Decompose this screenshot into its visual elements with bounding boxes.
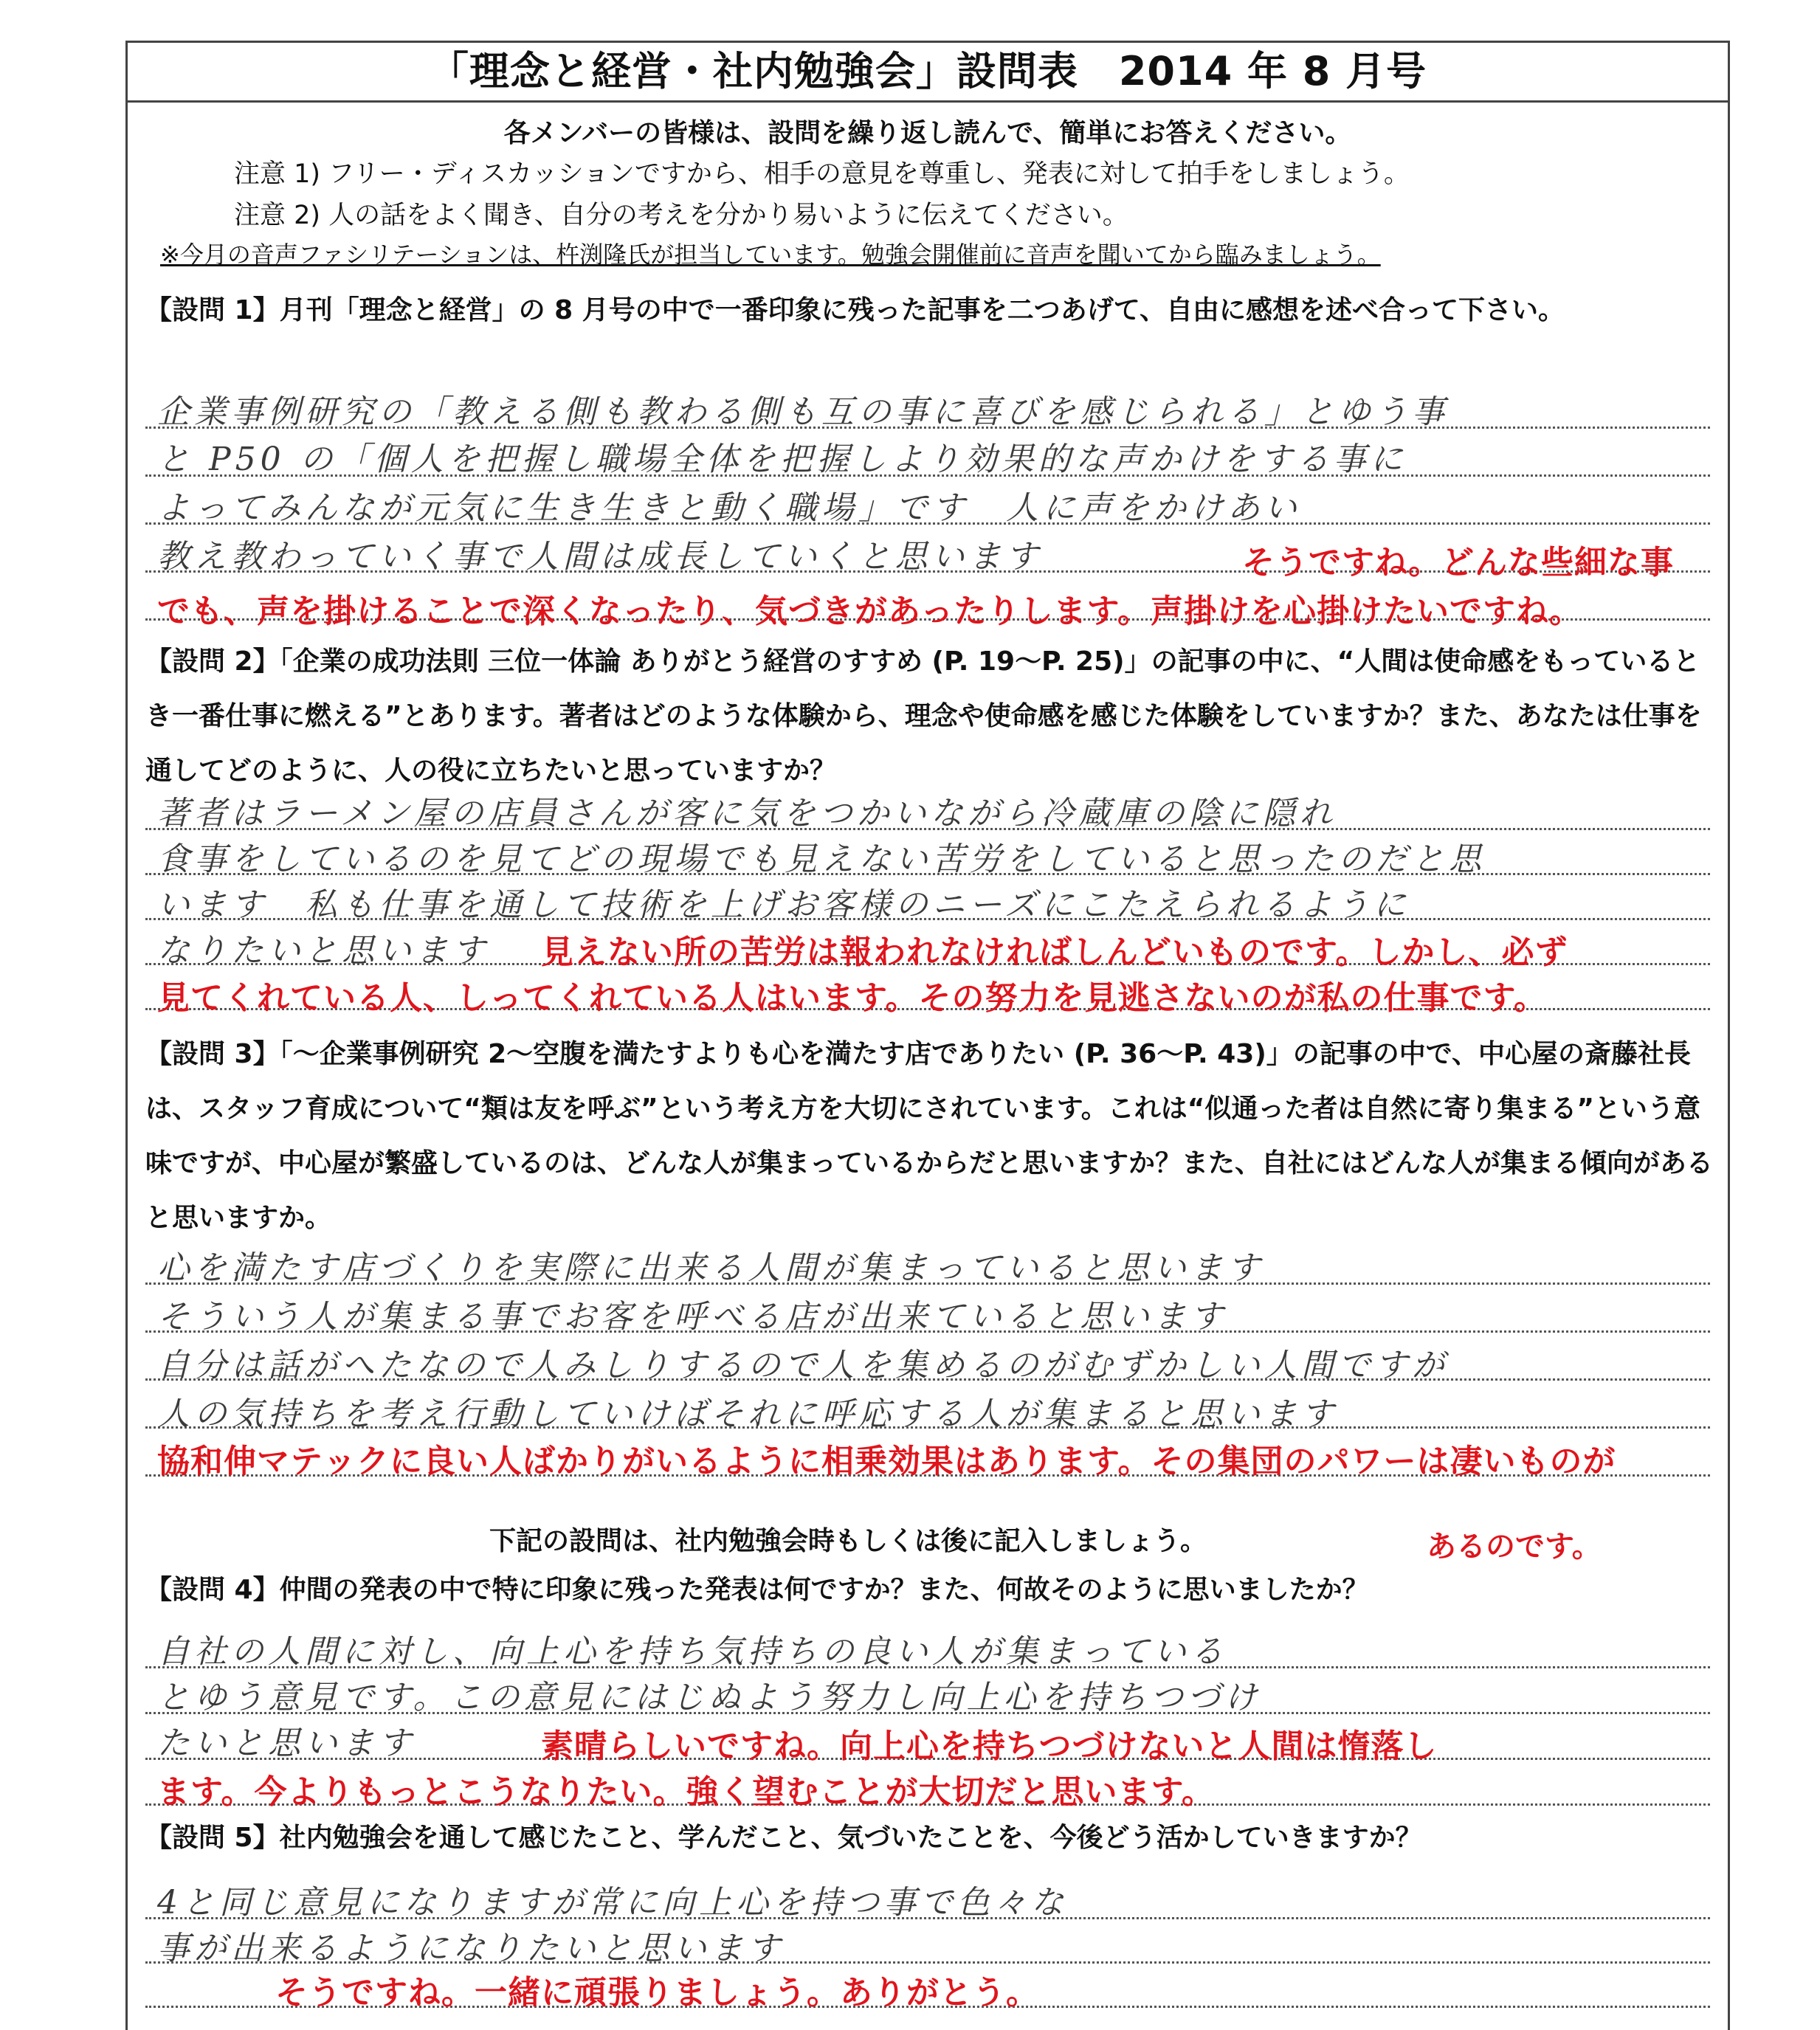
answer-3-line-1: 心を満たす店づくりを実際に出来る人間が集まっていると思います bbox=[157, 1249, 1264, 1287]
answer-4-line-1: 自社の人間に対し、向上心を持ち気持ちの良い人が集まっている bbox=[157, 1633, 1227, 1671]
comment-1-line-1: そうですね。どんな些細な事 bbox=[1242, 544, 1674, 581]
question-3: 【設問 3】「〜企業事例研究 2〜空腹を満たすよりも心を満たす店でありたい (P. 36〜P. 43)」の記事の中で、中心屋の斎藤社長は、スタッフ育成について“類は友を呼ぶ”という考え方を大切にされています。これは“似通った者は自然に寄り集まる”という意味ですが、中心屋が繁盛しているのは、どんな人が集まっているからだと思いますか？また、自社にはどんな人が集まる傾向があると思いますか。 bbox=[145, 1039, 1714, 1233]
comment-4-line-2: ます。今よりもっとこうなりたい。強く望むことが大切だと思います。 bbox=[157, 1773, 1215, 1811]
mid-instruction: 下記の設問は、社内勉強会時もしくは後に記入しましょう。 bbox=[489, 1526, 1207, 1556]
answer-5-line-1: 4と同じ意見になりますが常に向上心を持つ事で色々な bbox=[157, 1884, 1068, 1922]
answer-3-line-3: 自分は話がへたなので人みしりするので人を集めるのがむずかしい人間ですが bbox=[157, 1347, 1449, 1384]
intro-note-3: ※今月の音声ファシリテーションは、杵渕隆氏が担当しています。勉強会開催前に音声を聞いてから臨みましょう。 bbox=[160, 241, 1381, 269]
answer-4-line-3: たいと思います bbox=[157, 1725, 416, 1762]
intro-note-2: 注意 2) 人の話をよく聞き、自分の考えを分かり易いように伝えてください。 bbox=[234, 201, 1128, 230]
answer-1-line-1: 企業事例研究の「教える側も教わる側も互の事に喜びを感じられる」とゆう事 bbox=[157, 393, 1449, 431]
answer-2-line-1: 著者はラーメン屋の店員さんが客に気をつかいながら冷蔵庫の陰に隠れ bbox=[157, 795, 1337, 832]
answer-1-line-3: よってみんなが元気に生き生きと動く職場」です 人に声をかけあい bbox=[157, 489, 1301, 527]
intro-note-1: 注意 1) フリー・ディスカッションですから、相手の意見を尊重し、発表に対して拍手をしましょう。 bbox=[234, 159, 1410, 189]
answer-5-line-2: 事が出来るようになりたいと思います bbox=[157, 1930, 785, 1967]
answer-2-line-4: なりたいと思います bbox=[157, 932, 489, 970]
comment-3-line-1: 協和伸マテックに良い人ばかりがいるように相乗効果はあります。その集団のパワーは凄いものが bbox=[157, 1443, 1616, 1480]
title-bar bbox=[128, 43, 1728, 103]
comment-2-line-1: 見えない所の苦労は報われなければしんどいものです。しかし、必ず bbox=[541, 933, 1568, 971]
question-2: 【設問 2】「企業の成功法則 三位一体論 ありがとう経営のすすめ (P. 19〜P. 25)」の記事の中に、“人間は使命感をもっているとき一番仕事に燃える”とあります。著者はどのような体験から、理念や使命感を感じた体験をしていますか？また、あなたは仕事を通してどのように、人の役に立ちたいと思っていますか？ bbox=[145, 646, 1702, 786]
comment-5-line-1: そうですね。一緒に頑張りましょう。ありがとう。 bbox=[275, 1974, 1039, 2012]
comment-1-line-2: でも、声を掛けることで深くなったり、気づきがあったりします。声掛けを心掛けたいですね。 bbox=[157, 593, 1583, 630]
question-1: 【設問 1】月刊「理念と経営」の 8 月号の中で一番印象に残った記事を二つあげて、自由に感想を述べ合って下さい。 bbox=[145, 295, 1565, 325]
question-4: 【設問 4】仲間の発表の中で特に印象に残った発表は何ですか？また、何故そのように思いましたか？ bbox=[145, 1575, 1369, 1605]
comment-3-continuation: あるのです。 bbox=[1427, 1530, 1602, 1564]
page-title: 「理念と経営・社内勉強会」設問表 2014 年 8 月号 bbox=[428, 48, 1427, 94]
answer-3-line-2: そういう人が集まる事でお客を呼べる店が出来ていると思います bbox=[157, 1298, 1227, 1336]
question-5: 【設問 5】社内勉強会を通して感じたこと、学んだこと、気づいたことを、今後どう活かしていきますか？ bbox=[145, 1823, 1422, 1853]
comment-4-line-1: 素晴らしいですね。向上心を持ちつづけないと人間は惰落し bbox=[541, 1727, 1438, 1765]
answer-2-line-3: います 私も仕事を通して技術を上げお客様のニーズにこたえられるように bbox=[157, 886, 1410, 924]
answer-2-line-2: 食事をしているのを見てどの現場でも見えない苦労をしていると思ったのだと思 bbox=[157, 840, 1486, 878]
question-sheet bbox=[125, 41, 1730, 2030]
answer-1-line-4: 教え教わっていく事で人間は成長していくと思います bbox=[157, 538, 1043, 576]
answer-4-line-2: とゆう意見です。この意見にはじぬよう努力し向上心を持ちつづけ bbox=[157, 1679, 1262, 1716]
answer-3-line-4: 人の気持ちを考え行動していけばそれに呼応する人が集まると思います bbox=[157, 1395, 1338, 1433]
comment-2-line-2: 見てくれている人、しってくれている人はいます。その努力を見逃さないのが私の仕事です。 bbox=[157, 979, 1547, 1017]
answer-1-line-2: と P50 の「個人を把握し職場全体を把握しより効果的な声かけをする事に bbox=[157, 441, 1407, 478]
intro-instruction: 各メンバーの皆様は、設問を繰り返し読んで、簡単にお答えください。 bbox=[503, 118, 1352, 148]
